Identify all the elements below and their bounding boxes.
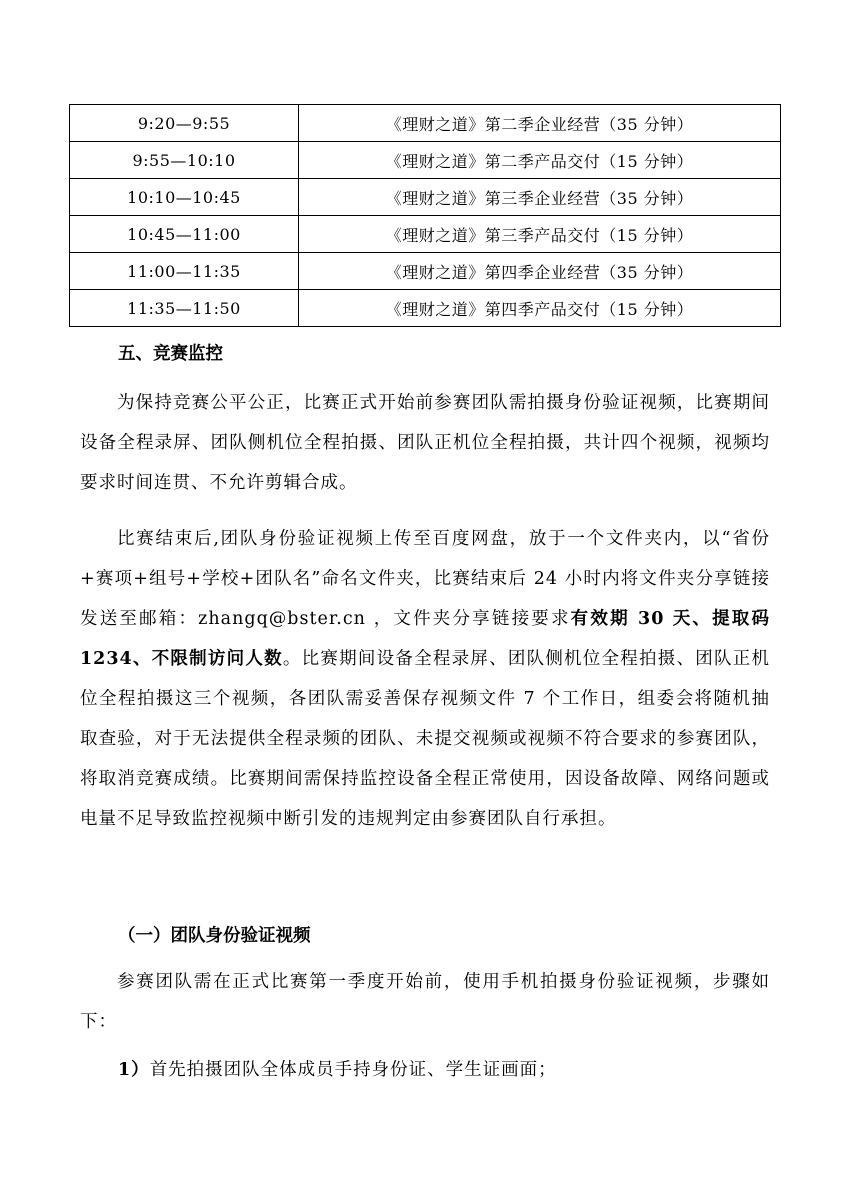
activity-cell: 《理财之道》第三季产品交付（15 分钟） — [299, 216, 781, 253]
table-row — [70, 290, 781, 327]
table-row — [70, 216, 781, 253]
section-heading: 五、竞赛监控 — [118, 344, 223, 364]
schedule-table — [69, 104, 781, 327]
time-cell: 9:55—10:10 — [70, 142, 299, 179]
paragraph-identity-video: 参赛团队需在正式比赛第一季度开始前，使用手机拍摄身份验证视频，步骤如下： — [80, 972, 770, 1032]
time-cell: 9:20—9:55 — [70, 105, 299, 142]
activity-cell: 《理财之道》第三季企业经营（35 分钟） — [299, 179, 781, 216]
activity-cell: 《理财之道》第二季企业经营（35 分钟） — [299, 105, 781, 142]
schedule-table-body — [70, 105, 781, 327]
time-cell: 10:45—11:00 — [70, 216, 299, 253]
step-number: 1） — [118, 1060, 150, 1080]
time-cell: 10:10—10:45 — [70, 179, 299, 216]
table-row — [70, 105, 781, 142]
paragraph-upload-rules — [80, 519, 770, 839]
activity-cell: 《理财之道》第四季企业经营（35 分钟） — [299, 253, 781, 290]
table-row — [70, 253, 781, 290]
step-text: 首先拍摄团队全体成员手持身份证、学生证画面； — [149, 1060, 557, 1080]
paragraph-monitoring-intro: 为保持竞赛公平公正，比赛正式开始前参赛团队需拍摄身份验证视频，比赛期间设备全程录屏、团队侧机位全程拍摄、团队正机位全程拍摄，共计四个视频，视频均要求时间连贯、不允许剪辑合成。 — [80, 393, 770, 493]
retention-rules-text: 。比赛期间设备全程录屏、团队侧机位全程拍摄、团队正机位全程拍摄这三个视频，各团队需妥善保存视频文件 7 个工作日，组委会将随机抽取查验，对于无法提供全程录频的团队、未提交视频或视频不符合要求的参赛团队，将取消竞赛成绩。比赛期间需保持监控设备全程正常使用，因设备故障、网络问题或电量不足导致监控视频中断引发的违规判定由参赛团队自行承担。 — [80, 649, 770, 829]
table-row — [70, 142, 781, 179]
activity-cell: 《理财之道》第二季产品交付（15 分钟） — [299, 142, 781, 179]
time-cell: 11:00—11:35 — [70, 253, 299, 290]
subsection-heading: （一）团队身份验证视频 — [118, 926, 311, 946]
activity-cell: 《理财之道》第四季产品交付（15 分钟） — [299, 290, 781, 327]
upload-rules-text: 比赛结束后,团队身份验证视频上传至百度网盘，放于一个文件夹内，以“省份+赛项+组号+学校+团队名”命名文件夹，比赛结束后 24 小时内将文件夹分享链接发送至邮箱：zhangq@bster.cn ，文件夹分享链接要求 — [80, 529, 770, 629]
share-link-requirements: 有效期 30 天、提取码 1234、不限制访问人数 — [80, 609, 770, 669]
step-item — [118, 1050, 778, 1090]
time-cell: 11:35—11:50 — [70, 290, 299, 327]
table-row — [70, 179, 781, 216]
